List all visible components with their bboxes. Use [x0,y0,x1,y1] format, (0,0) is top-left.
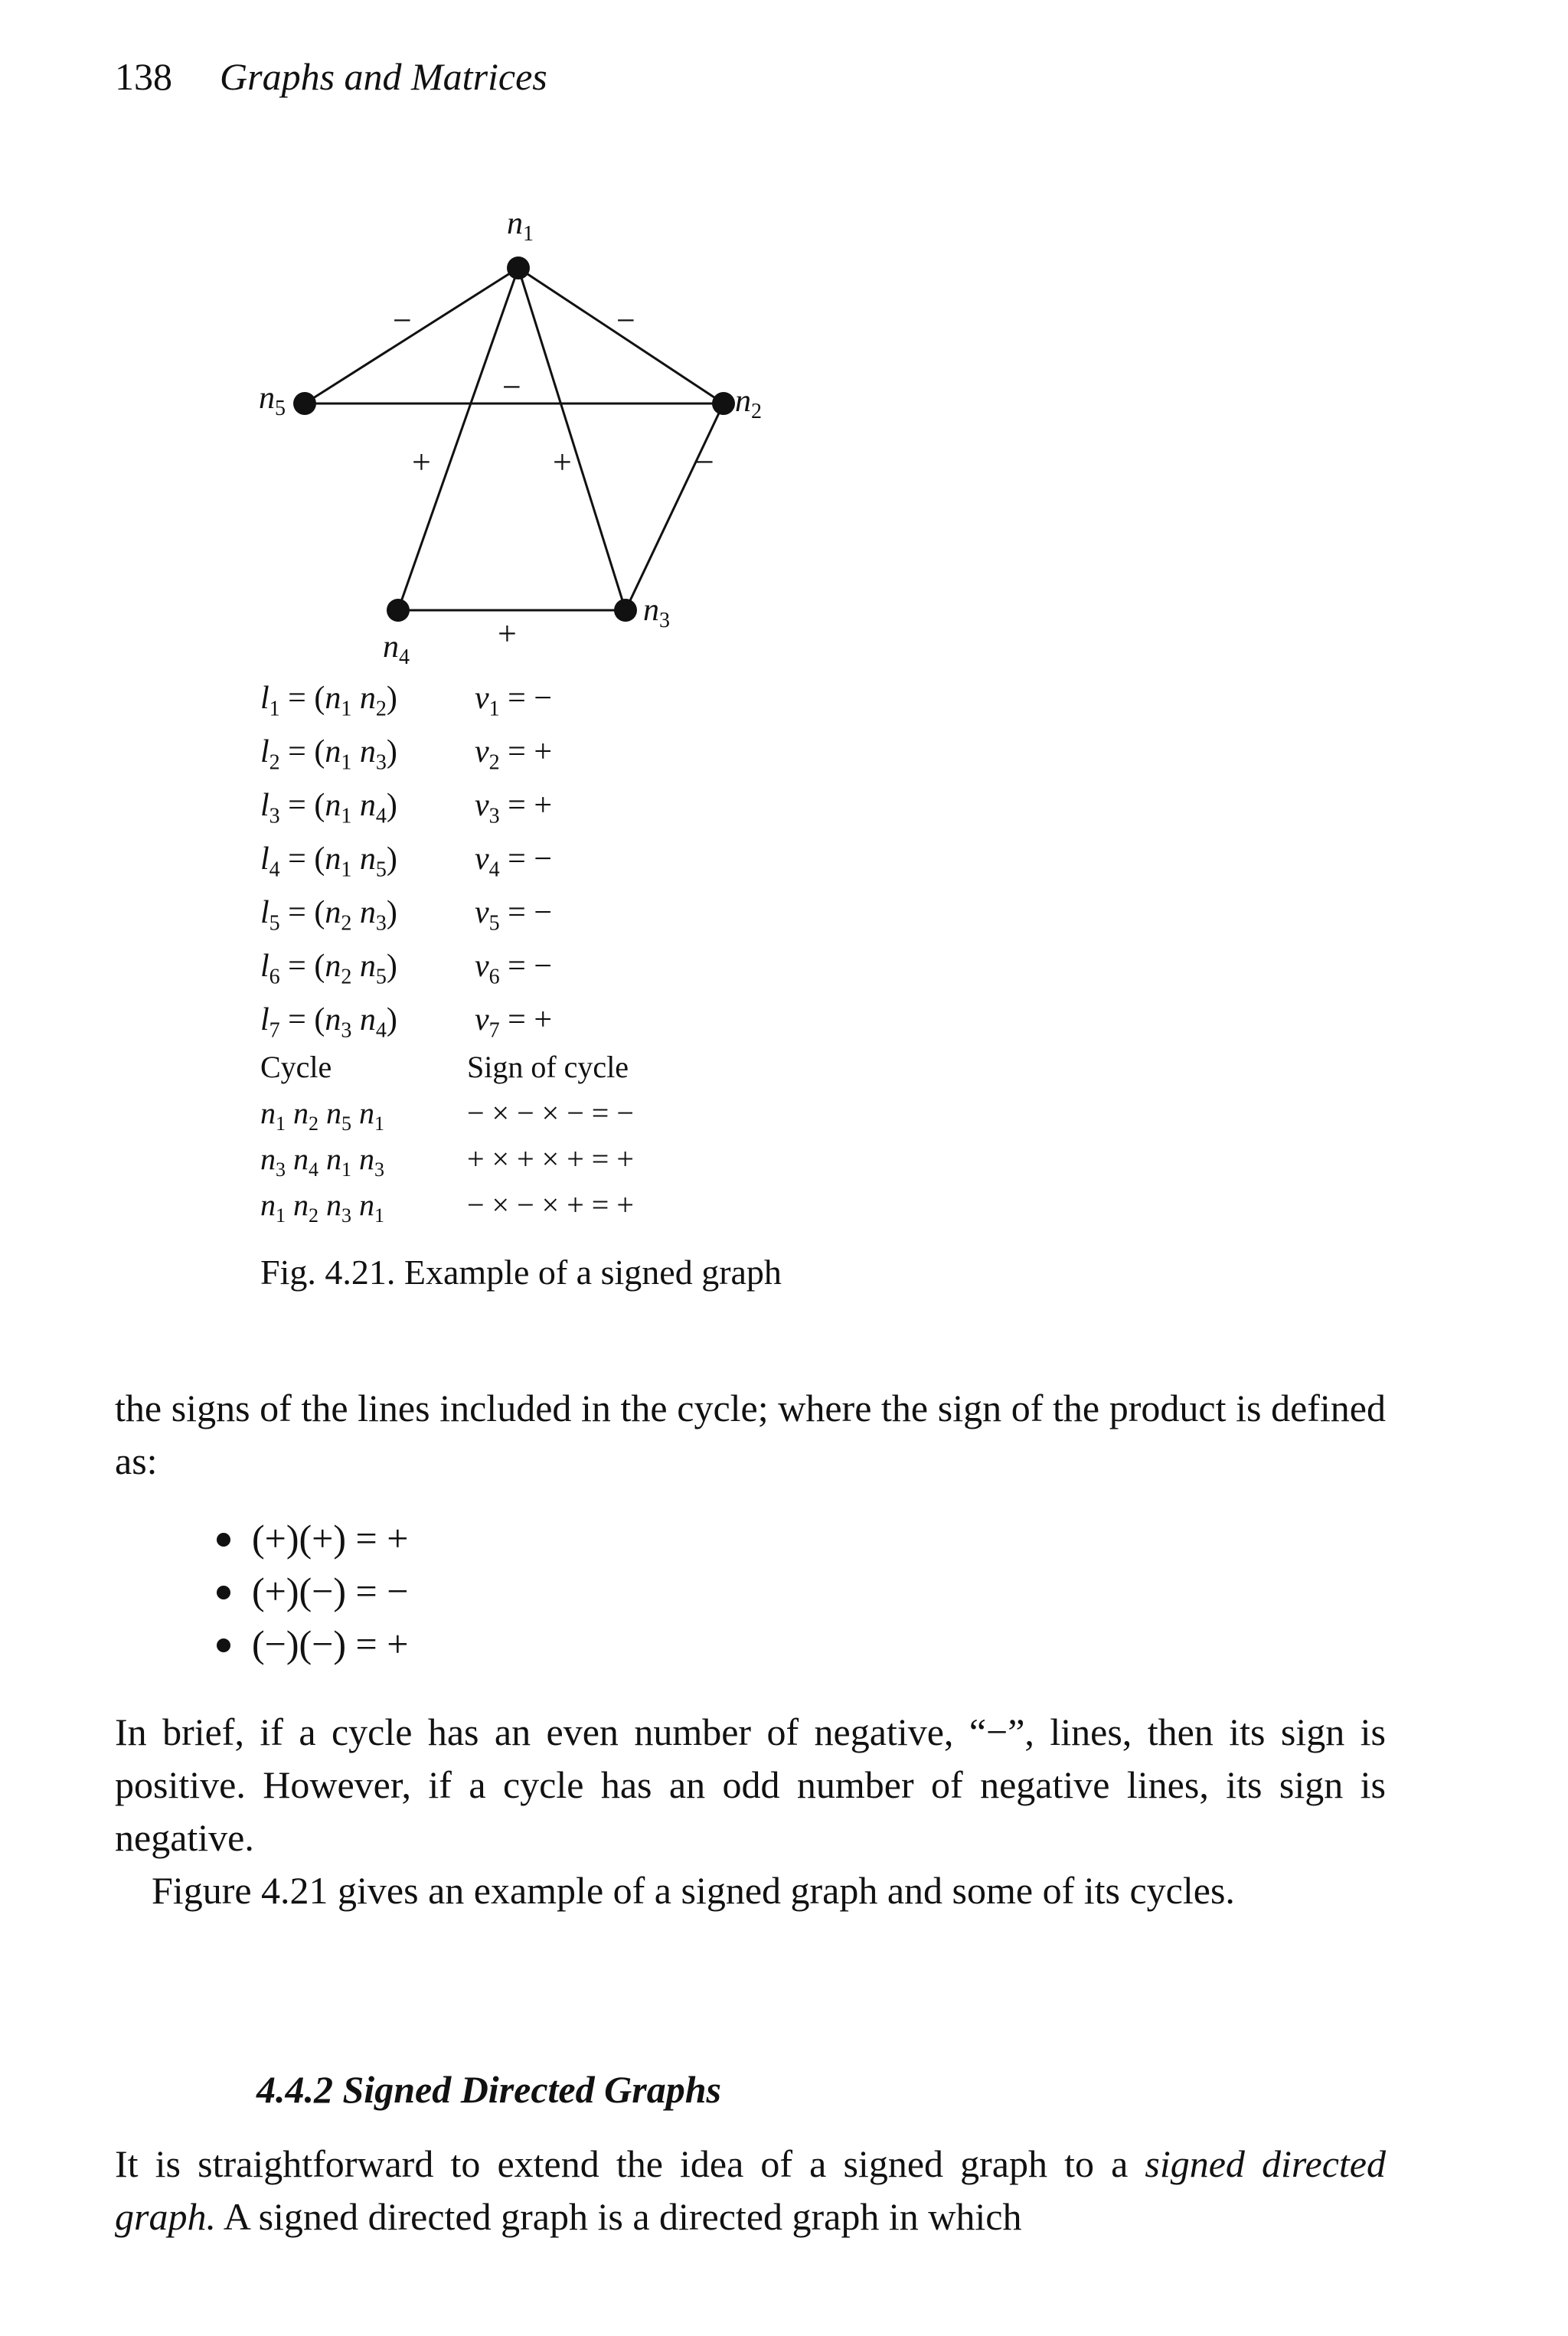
line-definition: $l_7 = (n_3$ $n_4$) [260,1002,397,1043]
label-n1: $n_1$ [507,206,534,246]
sign-rules-list [217,1516,408,1674]
page-number: 138 [115,55,172,98]
cycle-path: $n_3$ $n_4$ $n_1$ $n_3$ [260,1142,384,1181]
line-definition: $l_3 = (n_1$ $n_4$) [260,788,397,828]
line-value: $v_5$ = − [475,895,553,936]
label-n5: $n_5$ [259,381,286,420]
sign-n1-n4: + [412,443,431,481]
cycle-column-header: Cycle [260,1050,332,1084]
node-n1 [507,256,530,279]
list-item: (+)(+) = + [217,1516,408,1569]
cycle-sign: − × − × + = + [467,1188,634,1222]
list-item: (+)(−) = − [217,1569,408,1622]
line-value: $v_6$ = − [475,949,553,989]
edge-n2-n3 [626,403,724,610]
bullet-icon [217,1533,230,1547]
signed-graph-figure [0,0,1568,674]
list-item: (−)(−) = + [217,1622,408,1674]
sign-n3-n4: + [498,615,517,652]
line-value: $v_1$ = − [475,681,553,721]
label-n3: $n_3$ [643,593,670,632]
section-heading: 4.4.2 Signed Directed Graphs [256,2068,721,2111]
cycle-path: $n_1$ $n_2$ $n_5$ $n_1$ [260,1096,384,1135]
paragraph-4: It is straightforward to extend the idea of a signed graph to a signed directed graph. A signed directed graph is a directed graph in which [115,2142,1386,2238]
line-definition: $l_5 = (n_2$ $n_3$) [260,895,397,936]
label-n4: $n_4$ [383,629,410,669]
line-value: $v_7$ = + [475,1002,553,1043]
cycle-path: $n_1$ $n_2$ $n_3$ $n_1$ [260,1188,384,1227]
running-title: Graphs and Matrices [220,55,547,98]
sign-n2-n3: − [695,443,714,481]
line-definition: $l_2 = (n_1$ $n_3$) [260,734,397,775]
line-definition: $l_6 = (n_2$ $n_5$) [260,949,397,989]
cycle-sign: − × − × − = − [467,1096,634,1130]
edge-n1-n3 [518,268,626,610]
sign-n1-n5: − [393,302,412,339]
line-value: $v_3$ = + [475,788,553,828]
line-definition: $l_1 = (n_1$ $n_2$) [260,681,397,721]
line-value: $v_4$ = − [475,841,553,882]
sign-n1-n2: − [616,302,635,339]
line-definition: $l_4 = (n_1$ $n_5$) [260,841,397,882]
node-n5 [293,392,316,415]
cycle-sign: + × + × + = + [467,1142,634,1176]
edge-n1-n4 [398,268,518,610]
paragraph-3: Figure 4.21 gives an example of a signed graph and some of its cycles. [152,1869,1235,1912]
paragraph-2: In brief, if a cycle has an even number of negative, “−”, lines, then its sign is positive. However, if a cycle has an odd number of negative lines, its sign is negative. [115,1710,1386,1859]
bullet-icon [217,1638,230,1652]
node-n4 [387,599,410,622]
sign-n2-n5: − [502,368,521,406]
bullet-icon [217,1586,230,1599]
line-value: $v_2$ = + [475,734,553,775]
figure-caption: Fig. 4.21. Example of a signed graph [260,1253,782,1292]
sign-n1-n3: + [553,443,572,481]
sign-column-header: Sign of cycle [467,1050,629,1084]
node-n3 [614,599,637,622]
node-n2 [712,392,735,415]
paragraph-1: the signs of the lines included in the cycle; where the sign of the product is defined as: [115,1387,1386,1482]
label-n2: $n_2$ [735,384,762,423]
